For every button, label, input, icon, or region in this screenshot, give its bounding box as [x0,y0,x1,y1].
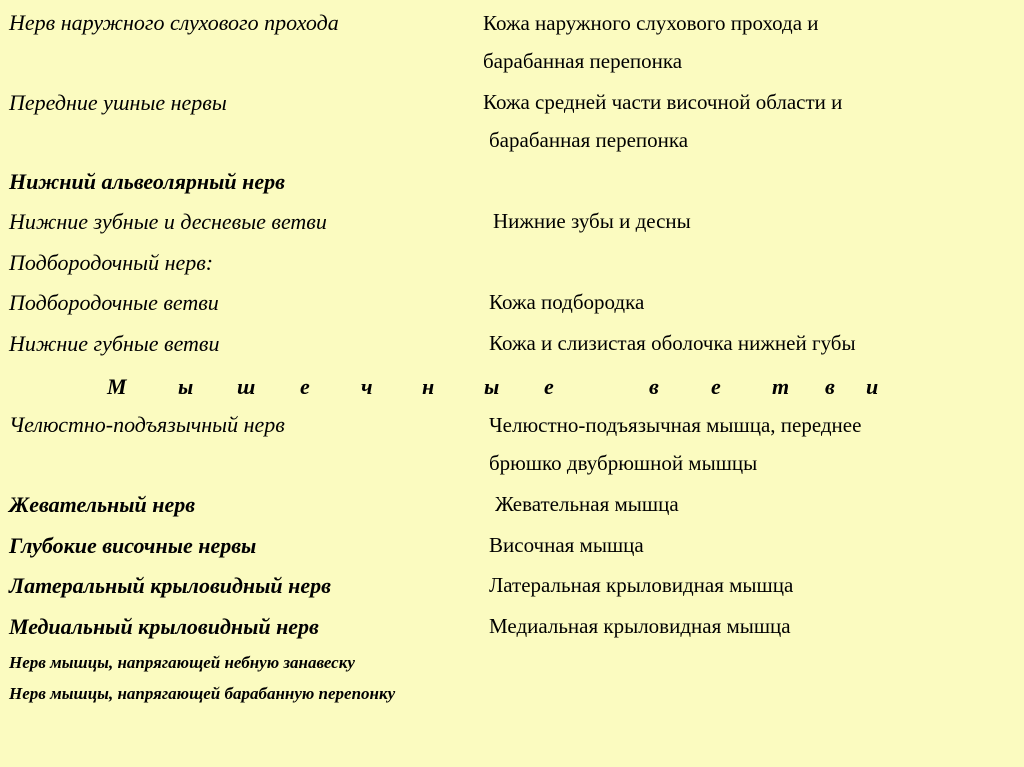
heading-letter: в [825,374,835,399]
muscle-branches-heading [0,374,1024,400]
heading-letter: ы [178,374,194,399]
heading-letter: ч [361,374,373,399]
nerve-name: Челюстно-подъязычный нерв [9,412,285,437]
nerve-name: Передние ушные нервы [9,90,227,115]
nerve-name: Нерв мышцы, напрягающей небную занавеску [9,653,355,672]
innervation-target: Медиальная крыловидная мышца [489,614,791,638]
innervation-target-continued: барабанная перепонка [489,128,689,152]
innervation-target: Жевательная мышца [495,492,679,516]
nerve-name: Жевательный нерв [9,492,196,517]
nerve-heading: Нижний альвеолярный нерв [9,169,285,194]
innervation-target: Кожа средней части височной области и [483,90,843,114]
nerve-name: Нерв наружного слухового прохода [9,10,339,35]
heading-letter: е [300,374,310,399]
innervation-target: Кожа подбородка [489,290,645,314]
nerve-name: Нижние губные ветви [9,331,220,356]
heading-letter: М [107,374,127,399]
innervation-target: Кожа и слизистая оболочка нижней губы [489,331,856,355]
nerve-name: Нижние зубные и десневые ветви [9,209,327,234]
innervation-target-continued: брюшко двубрюшной мышцы [489,451,758,475]
innervation-target: Латеральная крыловидная мышца [489,573,794,597]
nerve-name: Подбородочные ветви [9,290,219,315]
innervation-target: Нижние зубы и десны [493,209,691,233]
nerve-name: Глубокие височные нервы [9,533,257,558]
innervation-target-continued: барабанная перепонка [483,49,683,73]
heading-letter: е [544,374,554,399]
heading-letter: е [711,374,721,399]
innervation-target: Височная мышца [489,533,644,557]
nerve-name: Медиальный крыловидный нерв [9,614,319,639]
innervation-target: Кожа наружного слухового прохода и [483,11,819,35]
nerve-name: Нерв мышцы, напрягающей барабанную перепонку [9,684,396,703]
heading-letter: ш [237,374,256,399]
heading-letter: т [772,374,790,399]
heading-letter: ы [484,374,500,399]
nerve-name: Подбородочный нерв: [9,250,214,275]
heading-letter: в [649,374,659,399]
heading-letter: н [422,374,435,399]
innervation-target: Челюстно-подъязычная мышца, переднее [489,413,862,437]
nerve-name: Латеральный крыловидный нерв [9,573,331,598]
heading-letter: и [866,374,879,399]
